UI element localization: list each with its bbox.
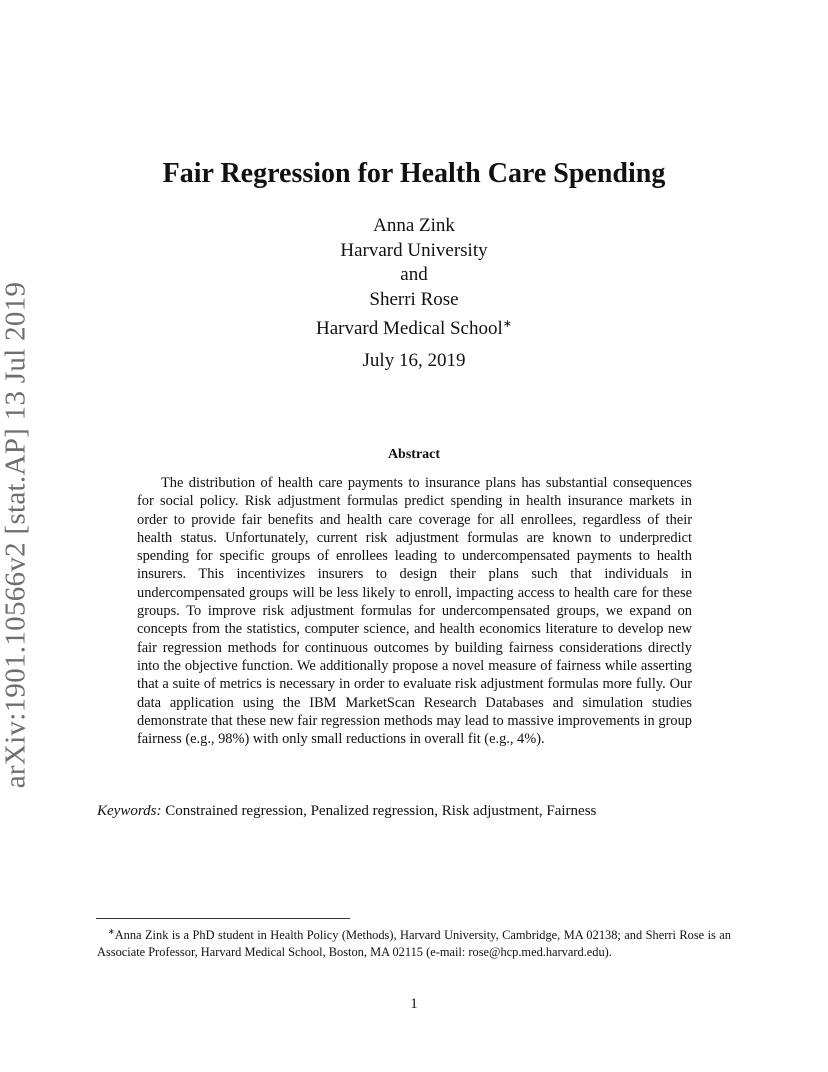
footnote-divider bbox=[96, 918, 350, 919]
author-block bbox=[0, 214, 828, 342]
abstract-heading: Abstract bbox=[387, 447, 441, 462]
abstract-text: The distribution of health care payments to insurance plans has substantial consequences for social policy. Risk adjustment formulas predict spending in health insurance markets in order to provide fair benefits and health care coverage for all enrollees, regardless of their health status. Unfortunately, current risk adjustment formulas are known to underpredict spending for specific groups of enrollees leading to undercompensated payments to health insurers. This incentivizes insurers to design their plans such that individuals in undercompensated groups will be less likely to enroll, impacting access to health care for these groups. To improve risk adjustment formulas for undercompensated groups, we expand on concepts from the statistics, computer science, and health economics literature to develop new fair regression methods for continuous outcomes by building fairness considerations directly into the objective function. We additionally propose a novel measure of fairness while asserting that a suite of metrics is necessary in order to evaluate risk adjustment formulas more fully. Our data application using the IBM MarketScan Research Databases and simulation studies demonstrate that these new fair regression methods may lead to massive improvements in group fairness (e.g., 98%) with only small reductions in overall fit (e.g., 4%). bbox=[137, 475, 692, 748]
footnote-marker: ∗ bbox=[502, 318, 512, 330]
keywords-label: Keywords: bbox=[97, 803, 162, 819]
author-affiliation-1: Harvard University bbox=[340, 239, 488, 261]
author-name-2: Sherri Rose bbox=[369, 288, 459, 310]
footnote-text: Anna Zink is a PhD student in Health Policy (Methods), Harvard University, Cambridge, MA 02138; and Sherri Rose is an Associate Professor, Harvard Medical School, Boston, MA 02115 (e-mail: rose@hcp.med.harvard.edu). bbox=[97, 928, 731, 960]
keywords-line bbox=[97, 803, 596, 820]
arxiv-identifier: arXiv:1901.10566v2 [stat.AP] 13 Jul 2019 bbox=[0, 281, 32, 789]
author-affiliation-2-line bbox=[0, 312, 828, 342]
paper-date: July 16, 2019 bbox=[362, 350, 466, 371]
keywords-list: Constrained regression, Penalized regression, Risk adjustment, Fairness bbox=[165, 803, 597, 819]
paper-title: Fair Regression for Health Care Spending bbox=[162, 158, 666, 189]
page-number: 1 bbox=[410, 996, 418, 1012]
footnote-mark: ∗ bbox=[108, 927, 115, 936]
author-conjunction: and bbox=[400, 264, 428, 285]
author-name-1: Anna Zink bbox=[373, 215, 455, 236]
footnote bbox=[97, 923, 731, 961]
author-affiliation-2: Harvard Medical School bbox=[316, 318, 503, 339]
